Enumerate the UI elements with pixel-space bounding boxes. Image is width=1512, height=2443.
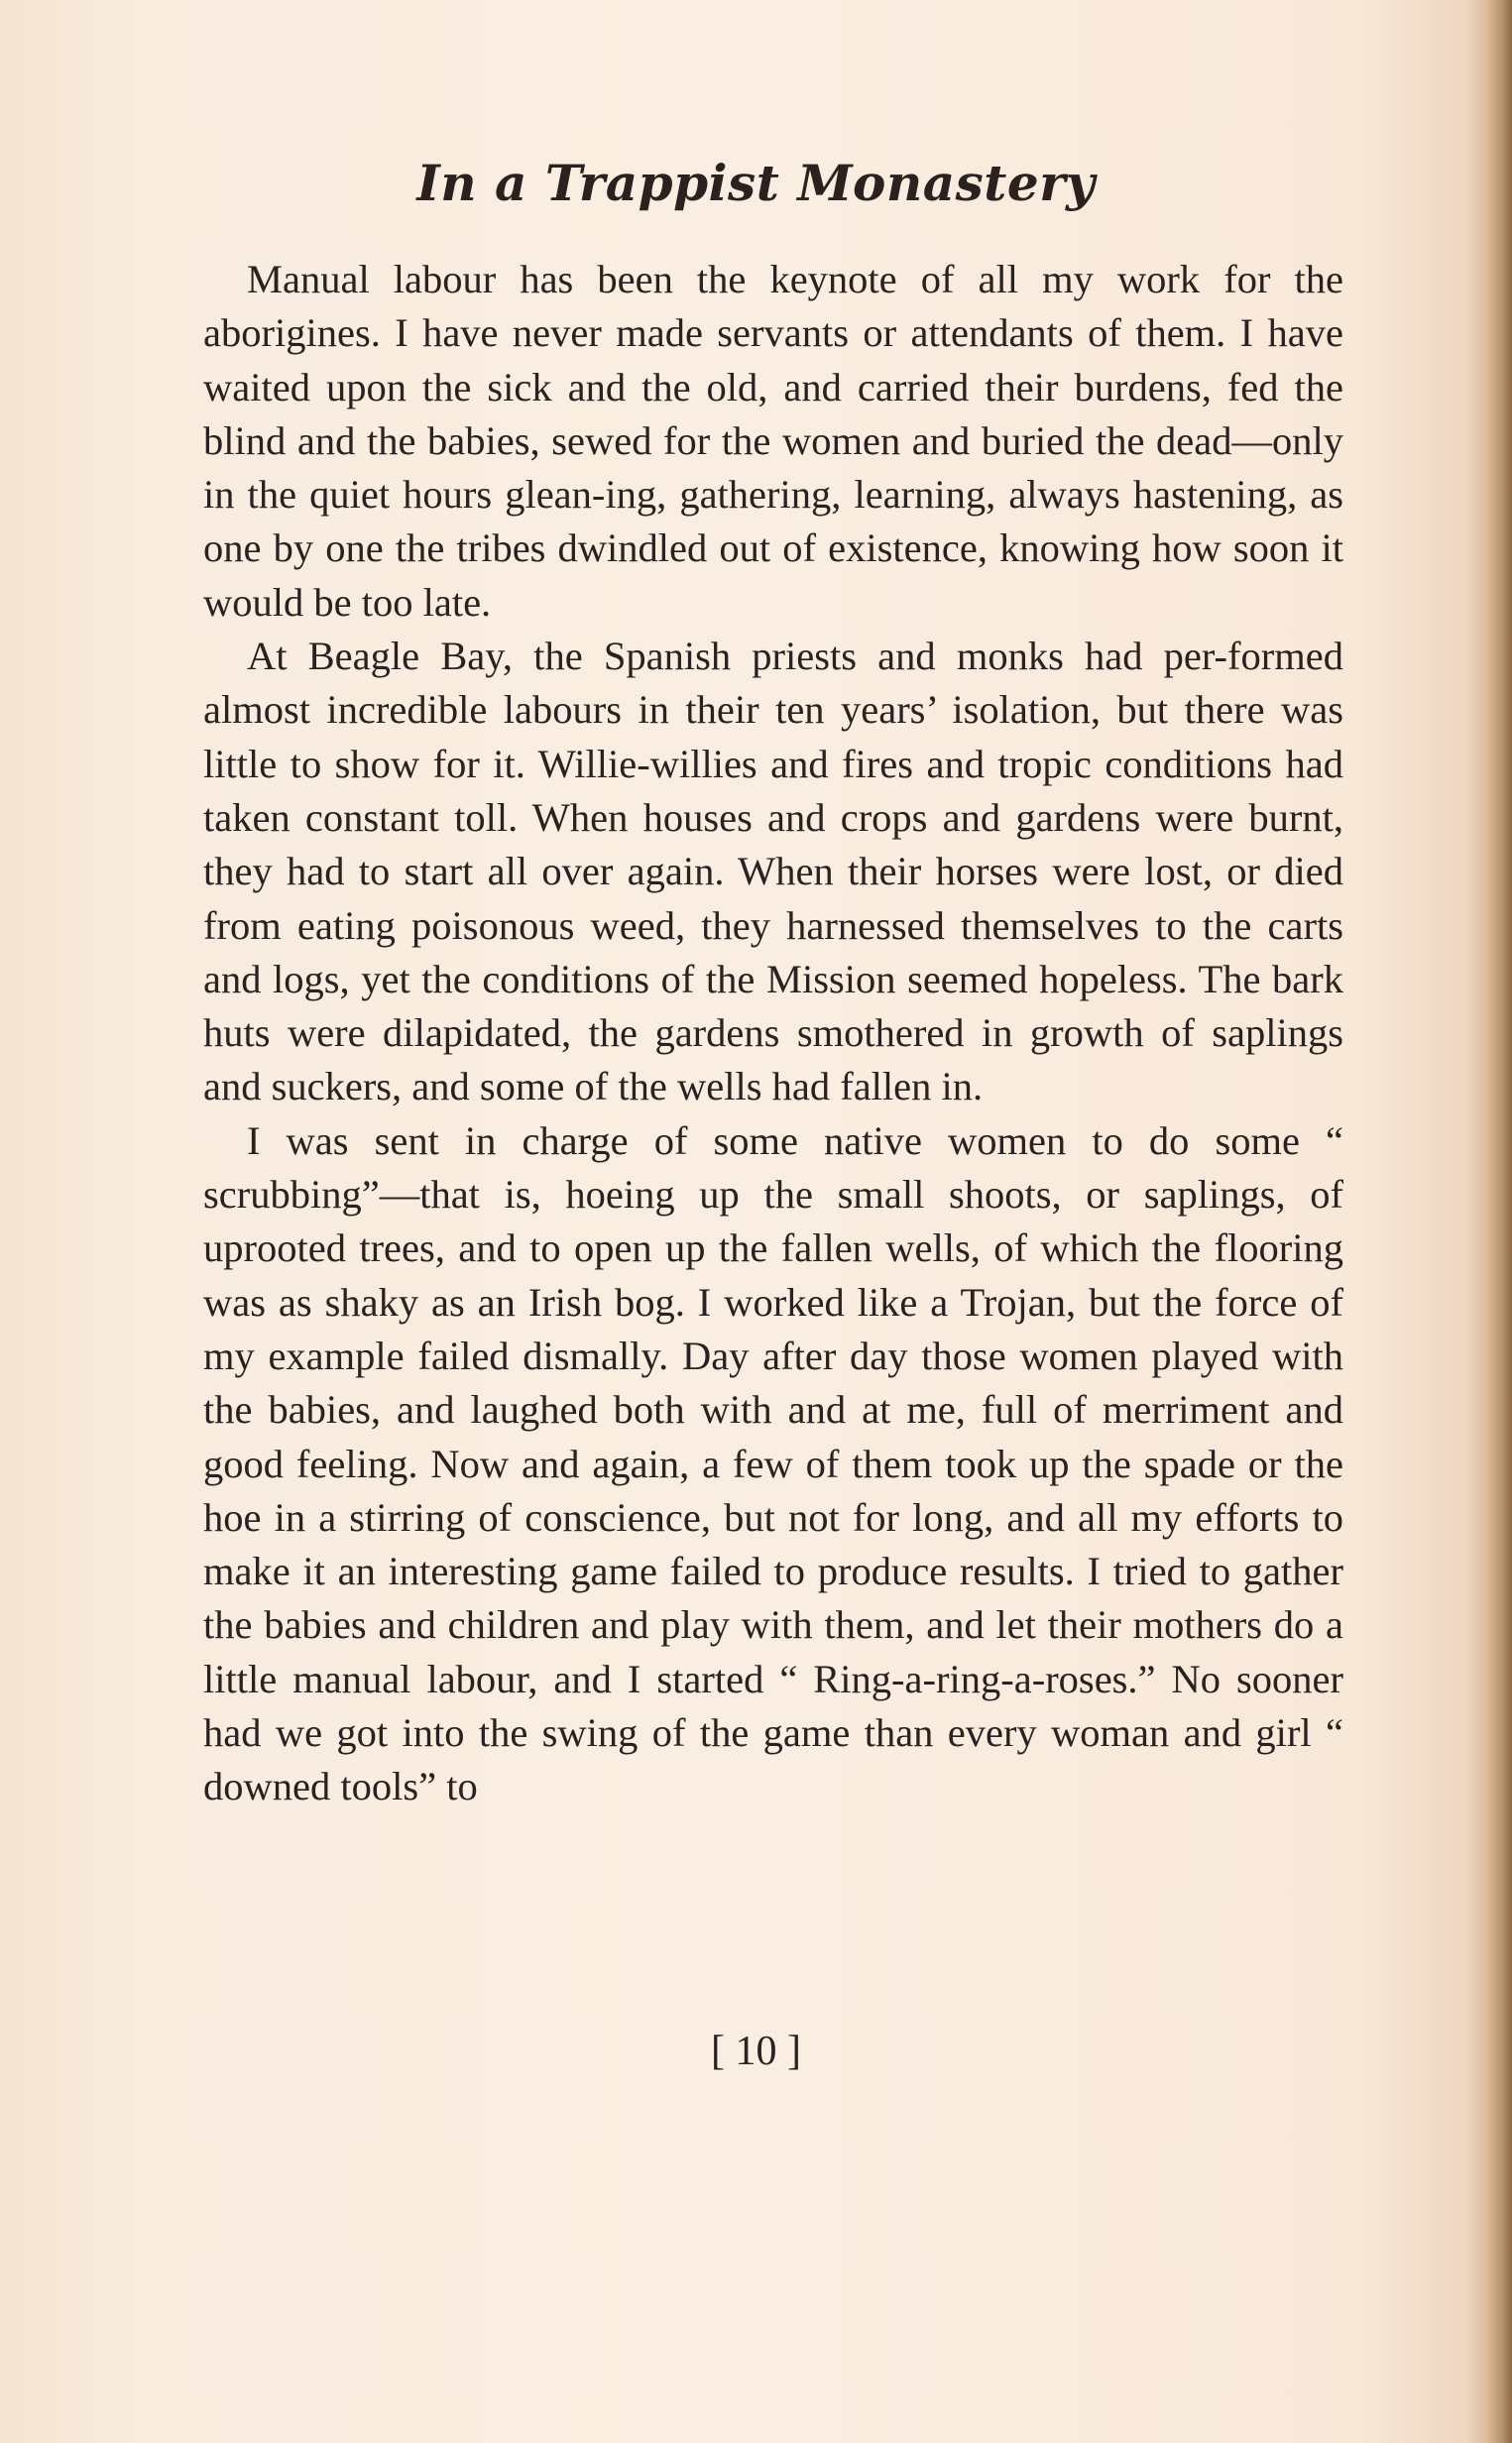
running-head: In a Trappist Monastery (416, 154, 1096, 212)
paragraph-1: Manual labour has been the keynote of all my work for the aborigines. I have never made servants or attendants of them. I have waited upon the sick and the old, and carried their burdens, fed the blind and the babies, sewed for the women and buried the dead—only in the quiet hours glean-ing, gathering, learning, always hastening, as one by one the tribes dwindled out of existence, knowing how soon it would be too late. (203, 257, 1343, 625)
paragraph-3: I was sent in charge of some native women to do some “ scrubbing”—that is, hoeing up the small shoots, or saplings, of uprooted trees, and to open up the fallen wells, of which the flooring was as shaky as an Irish bog. I worked like a Trojan, but the force of my example failed dismally. Day after day those women played with the babies, and laughed both with and at me, full of merriment and good feeling. Now and again, a few of them took up the spade or the hoe in a stirring of conscience, but not for long, and all my efforts to make it an interesting game failed to produce results. I tried to gather the babies and children and play with them, and let their mothers do a little manual labour, and I started “ Ring-a-ring-a-roses.” No sooner had we got into the swing of the game than every woman and girl “ downed tools” to (203, 1117, 1343, 1809)
paragraph-2: At Beagle Bay, the Spanish priests and monks had per-formed almost incredible labours in their ten years’ isolation, but there was little to show for it. Willie-willies and fires and tropic conditions had taken constant toll. When houses and crops and gardens were burnt, they had to start all over again. When their horses were lost, or died from eating poisonous weed, they harnessed themselves to the carts and logs, yet the conditions of the Mission seemed hopeless. The bark huts were dilapidated, the gardens smothered in growth of saplings and suckers, and some of the wells had fallen in. (203, 634, 1343, 1109)
body-text (203, 253, 1343, 1814)
page-number: [ 10 ] (711, 2029, 801, 2074)
page-edge-shadow (1486, 0, 1512, 2443)
